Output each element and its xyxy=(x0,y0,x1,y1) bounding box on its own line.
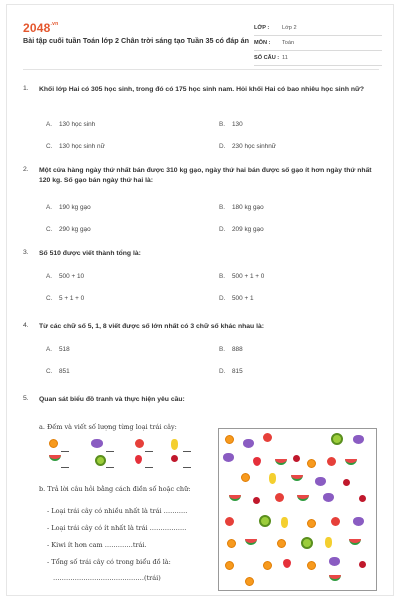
option-letter: D. xyxy=(219,226,226,233)
cherry-icon xyxy=(171,455,178,462)
site-logo[interactable] xyxy=(23,21,58,35)
option-text: 851 xyxy=(59,368,70,375)
option-letter: D. xyxy=(219,368,226,375)
option-letter: D. xyxy=(219,143,226,150)
question-text: Quan sát biểu đồ tranh và thực hiện yêu cầu: xyxy=(39,396,185,403)
strawberry-icon xyxy=(135,455,142,464)
option-d[interactable] xyxy=(219,295,254,302)
option-a[interactable] xyxy=(46,121,95,128)
question-number: 3. xyxy=(23,249,29,256)
question-1 xyxy=(23,85,383,165)
watermelon-icon xyxy=(275,459,287,465)
option-text: 518 xyxy=(59,346,70,353)
orange-icon xyxy=(225,435,234,444)
answer-blank[interactable] xyxy=(106,451,114,452)
orange-icon xyxy=(225,561,234,570)
answer-blank[interactable] xyxy=(106,467,114,468)
question-3 xyxy=(23,249,383,309)
answer-line-total-blank: ……………………………………(trái) xyxy=(53,574,161,582)
meta-key: LỚP : xyxy=(254,25,270,31)
option-c[interactable] xyxy=(46,226,91,233)
answer-blank[interactable] xyxy=(183,451,191,452)
cherry-icon xyxy=(359,495,366,502)
option-text: 290 kg gạo xyxy=(59,226,91,233)
option-b[interactable] xyxy=(219,204,264,211)
orange-icon xyxy=(241,473,250,482)
option-b[interactable] xyxy=(219,121,243,128)
option-letter: B. xyxy=(219,204,226,211)
answer-blank[interactable] xyxy=(183,467,191,468)
question-text: Từ các chữ số 5, 1, 8 viết được số lớn nhất có 3 chữ số khác nhau là: xyxy=(39,323,265,330)
option-c[interactable] xyxy=(46,368,70,375)
option-text: 209 kg gạo xyxy=(232,226,264,233)
option-text: 5 + 1 + 0 xyxy=(59,295,85,302)
option-text: 500 + 10 xyxy=(59,273,85,280)
pineapple-icon xyxy=(281,517,288,528)
option-text: 500 + 1 + 0 xyxy=(232,273,265,280)
question-text: Số 510 được viết thành tổng là: xyxy=(39,250,141,257)
pineapple-icon xyxy=(325,537,332,548)
header-divider xyxy=(23,69,379,70)
meta-row-count xyxy=(254,51,382,66)
option-text: 815 xyxy=(232,368,243,375)
grape-icon xyxy=(91,439,103,448)
cherry-icon xyxy=(359,561,366,568)
pineapple-icon xyxy=(171,439,178,450)
grape-icon xyxy=(223,453,234,462)
answer-line-most: - Loại trái cây có nhiều nhất là trái ……….. xyxy=(47,507,188,515)
grape-icon xyxy=(323,493,334,502)
answer-blank[interactable] xyxy=(61,451,69,452)
meta-table xyxy=(254,21,382,66)
grape-icon xyxy=(353,517,364,526)
question-number: 5. xyxy=(23,395,29,402)
pineapple-icon xyxy=(269,473,276,484)
part-a-label: a. Đếm và viết số lượng từng loại trái cây: xyxy=(39,423,177,431)
option-a[interactable] xyxy=(46,346,70,353)
option-letter: C. xyxy=(46,368,53,375)
answer-blank[interactable] xyxy=(145,467,153,468)
meta-value: Lớp 2 xyxy=(282,25,297,31)
apple-icon xyxy=(275,493,284,502)
option-a[interactable] xyxy=(46,273,84,280)
grape-icon xyxy=(315,477,326,486)
grape-icon xyxy=(353,435,364,444)
option-c[interactable] xyxy=(46,295,84,302)
option-letter: B. xyxy=(219,273,226,280)
grape-icon xyxy=(329,557,340,566)
option-letter: C. xyxy=(46,226,53,233)
meta-value: 11 xyxy=(282,55,288,61)
apple-icon xyxy=(327,457,336,466)
option-c[interactable] xyxy=(46,143,105,150)
option-letter: B. xyxy=(219,346,226,353)
worksheet-page xyxy=(6,4,394,596)
orange-icon xyxy=(49,439,58,448)
option-d[interactable] xyxy=(219,368,243,375)
orange-icon xyxy=(245,577,254,586)
option-a[interactable] xyxy=(46,204,91,211)
kiwi-icon xyxy=(95,455,106,466)
kiwi-icon xyxy=(331,433,343,445)
watermelon-icon xyxy=(297,495,309,501)
question-4 xyxy=(23,322,383,382)
question-number: 4. xyxy=(23,322,29,329)
strawberry-icon xyxy=(253,457,261,466)
orange-icon xyxy=(307,459,316,468)
part-b-label: b. Trả lời câu hỏi bằng cách điền số hoặc chữ: xyxy=(39,485,191,493)
option-text: 190 kg gạo xyxy=(59,204,91,211)
meta-key: MÔN : xyxy=(254,40,271,46)
orange-icon xyxy=(263,561,272,570)
watermelon-icon xyxy=(291,475,303,481)
apple-icon xyxy=(331,517,340,526)
orange-icon xyxy=(227,539,236,548)
answer-blank[interactable] xyxy=(145,451,153,452)
option-d[interactable] xyxy=(219,143,276,150)
option-b[interactable] xyxy=(219,273,264,280)
option-text: 130 xyxy=(232,121,243,128)
apple-icon xyxy=(135,439,144,448)
watermelon-icon xyxy=(349,539,361,545)
kiwi-icon xyxy=(301,537,313,549)
question-text: Một cửa hàng ngày thứ nhất bán được 310 kg gạo, ngày thứ hai bán được số gạo ít hơn ngày thứ nhất 120 kg. Số gạo bán ngày thứ hai là: xyxy=(39,167,372,184)
meta-value: Toán xyxy=(282,40,295,46)
orange-icon xyxy=(307,519,316,528)
document-title: Bài tập cuối tuần Toán lớp 2 Chân trời sáng tạo Tuần 35 có đáp án xyxy=(23,36,250,45)
option-letter: D. xyxy=(219,295,226,302)
option-b[interactable] xyxy=(219,346,243,353)
logo-suffix: .vn xyxy=(50,21,59,27)
meta-row-subject xyxy=(254,36,382,51)
option-letter: A. xyxy=(46,121,53,128)
apple-icon xyxy=(263,433,272,442)
option-text: 230 học sinhnữ xyxy=(232,143,277,150)
watermelon-icon xyxy=(245,539,257,545)
question-text: Khối lớp Hai có 305 học sinh, trong đó có 175 học sinh nam. Hỏi khối Hai có bao nhiêu học sinh nữ? xyxy=(39,86,365,93)
option-text: 130 học sinh nữ xyxy=(59,143,105,150)
meta-key: SỐ CÂU : xyxy=(254,55,280,61)
meta-row-class xyxy=(254,21,382,36)
answer-blank[interactable] xyxy=(61,467,69,468)
option-letter: C. xyxy=(46,143,53,150)
fruit-picture xyxy=(218,428,377,591)
kiwi-icon xyxy=(259,515,271,527)
cherry-icon xyxy=(343,479,350,486)
answer-line-least: - Loại trái cây có ít nhất là trái …………….. xyxy=(47,524,187,532)
option-text: 888 xyxy=(232,346,243,353)
option-letter: B. xyxy=(219,121,226,128)
answer-line-kiwi: - Kiwi ít hơn cam ………….trái. xyxy=(47,541,147,549)
option-letter: A. xyxy=(46,273,53,280)
option-text: 500 + 1 xyxy=(232,295,254,302)
question-number: 2. xyxy=(23,166,29,173)
option-d[interactable] xyxy=(219,226,264,233)
option-text: 130 học sinh xyxy=(59,121,96,128)
grape-icon xyxy=(243,439,254,448)
cherry-icon xyxy=(253,497,260,504)
watermelon-icon xyxy=(345,459,357,465)
strawberry-icon xyxy=(283,559,291,568)
answer-line-total: - Tổng số trái cây có trong biểu đồ là: xyxy=(47,558,171,566)
apple-icon xyxy=(225,517,234,526)
watermelon-icon xyxy=(229,495,241,501)
option-letter: A. xyxy=(46,204,53,211)
option-text: 180 kg gạo xyxy=(232,204,264,211)
orange-icon xyxy=(307,561,316,570)
cherry-icon xyxy=(293,455,300,462)
watermelon-icon xyxy=(329,575,341,581)
question-5-instructions xyxy=(39,407,219,596)
option-letter: A. xyxy=(46,346,53,353)
watermelon-icon xyxy=(49,455,61,461)
logo-text: 2048 xyxy=(23,21,51,35)
option-letter: C. xyxy=(46,295,53,302)
question-number: 1. xyxy=(23,85,29,92)
question-2 xyxy=(23,166,383,246)
orange-icon xyxy=(277,539,286,548)
